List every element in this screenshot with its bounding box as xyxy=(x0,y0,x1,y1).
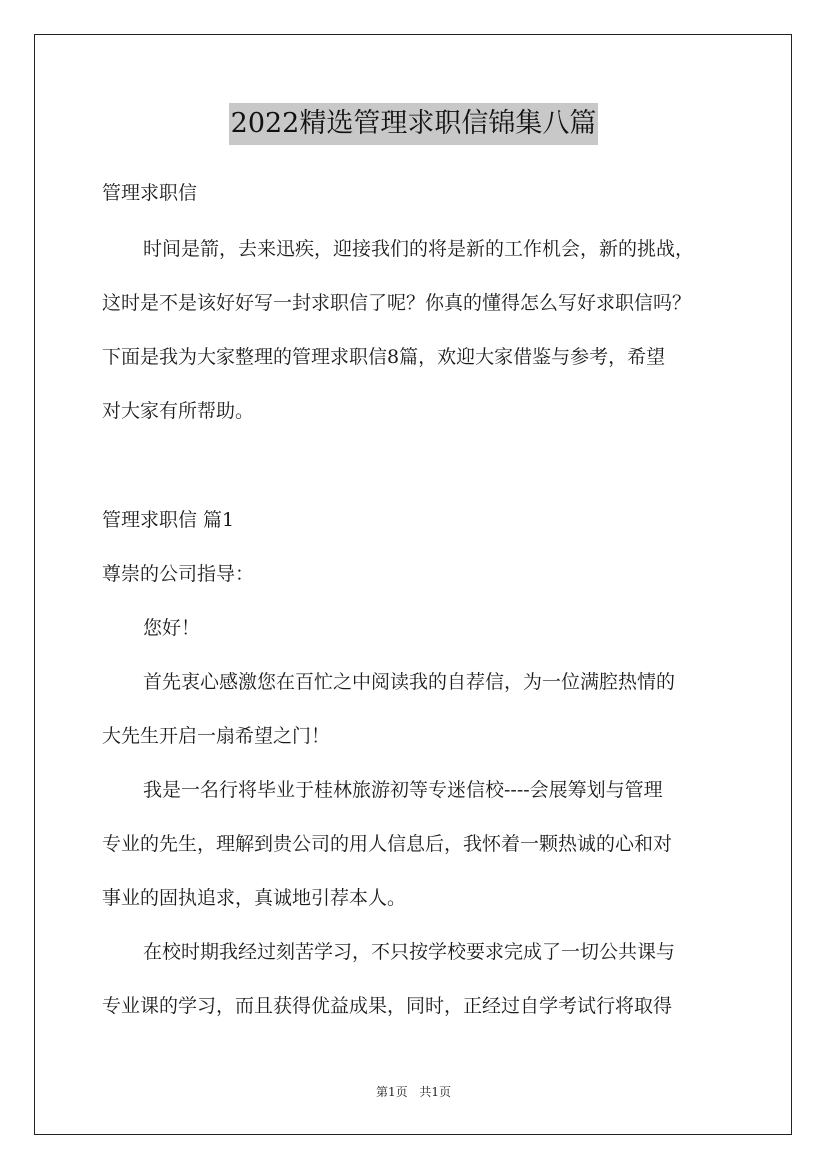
intro-line: 时间是箭，去来迅疾，迎接我们的将是新的工作机会，新的挑战， xyxy=(143,238,695,260)
document-title xyxy=(0,103,827,145)
body-line: 专业的先生，理解到贵公司的用人信息后，我怀着一颗热诚的心和对 xyxy=(102,833,673,855)
page-footer xyxy=(0,1083,827,1100)
body-line: 首先衷心感激您在百忙之中阅读我的自荐信，为一位满腔热情的 xyxy=(143,671,676,693)
document-title-text: 2022精选管理求职信锦集八篇 xyxy=(229,103,599,145)
salutation: 尊崇的公司指导： xyxy=(102,563,255,585)
page-total: 共1页 xyxy=(419,1085,452,1099)
greeting: 您好！ xyxy=(143,617,201,639)
intro-line: 这时是不是该好好写一封求职信了呢？你真的懂得怎么写好求职信吗？ xyxy=(102,292,692,314)
intro-line: 下面是我为大家整理的管理求职信8篇，欢迎大家借鉴与参考，希望 xyxy=(102,346,666,368)
document-heading: 管理求职信 xyxy=(102,182,198,204)
body-line: 在校时期我经过刻苦学习，不只按学校要求完成了一切公共课与 xyxy=(143,941,676,963)
body-line: 大先生开启一扇希望之门！ xyxy=(102,725,331,747)
body-line: 事业的固执追求，真诚地引荐本人。 xyxy=(102,887,407,909)
body-line: 专业课的学习，而且获得优益成果，同时，正经过自学考试行将取得 xyxy=(102,995,673,1017)
section-heading: 管理求职信 篇1 xyxy=(102,509,235,531)
body-line: 我是一名行将毕业于桂林旅游初等专迷信校----会展筹划与管理 xyxy=(143,779,663,801)
page-number: 第1页 xyxy=(375,1085,408,1099)
intro-line: 对大家有所帮助。 xyxy=(102,400,255,422)
